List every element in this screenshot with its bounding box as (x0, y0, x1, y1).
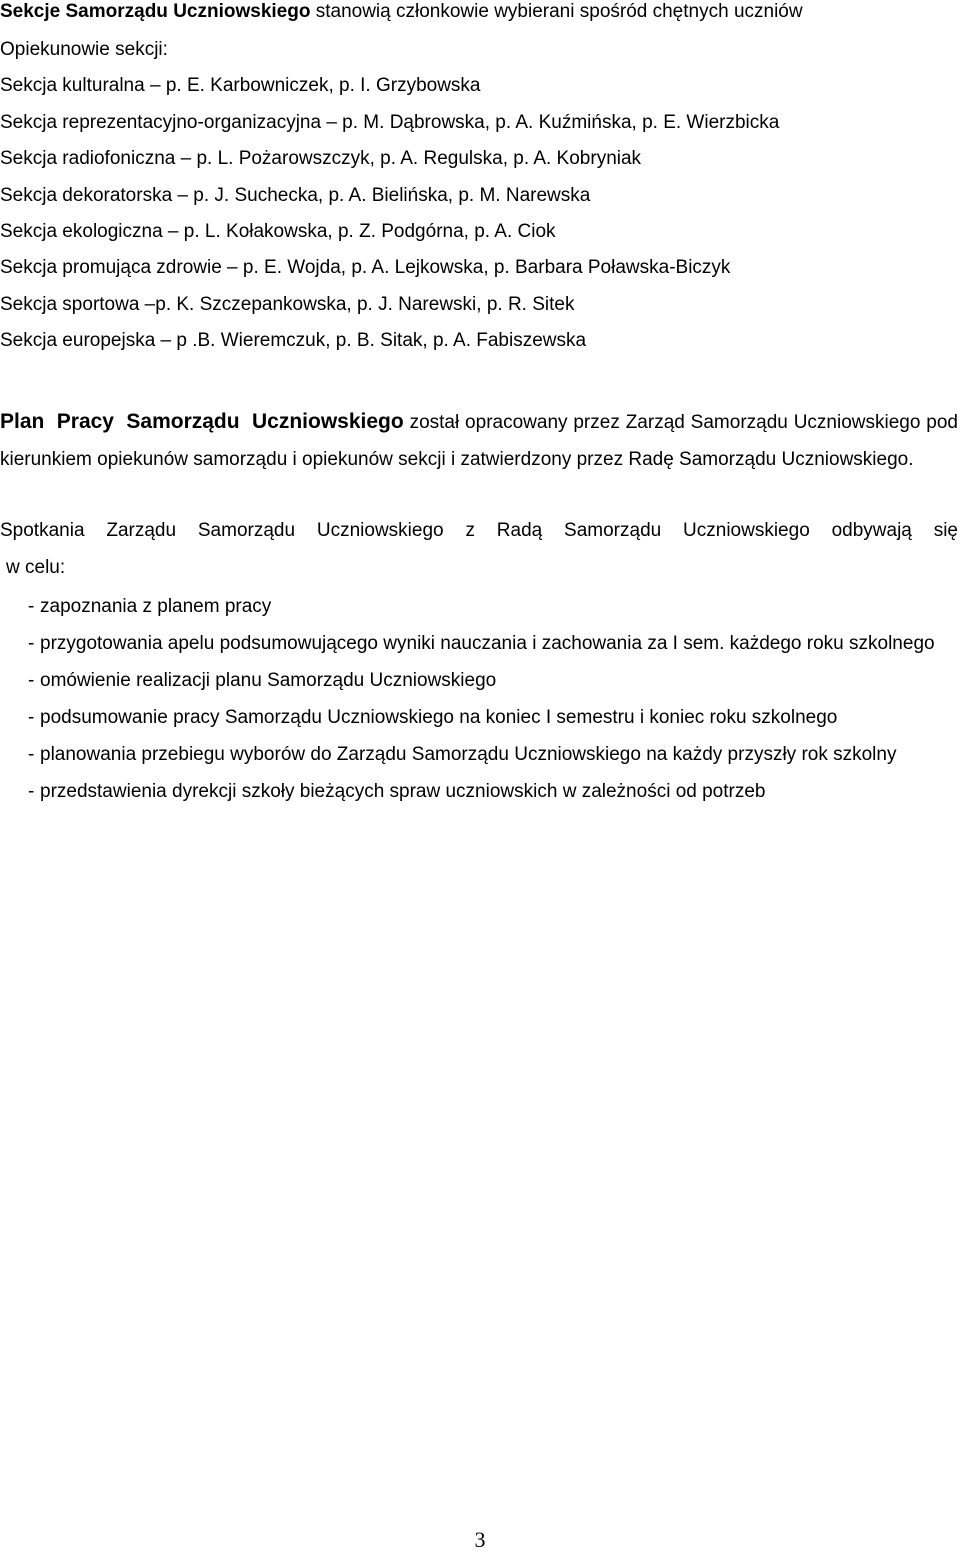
bullet-dash: - (28, 596, 35, 617)
intro-line (0, 0, 803, 24)
section-line: Sekcja europejska – p .B. Wieremczuk, p. B. Sitak, p. A. Fabiszewska (0, 330, 587, 351)
bullet-dash: - (28, 781, 35, 802)
plan-rest: został opracowany przez Zarząd Samorządu Uczniowskiego pod kierunkiem opiekunów samorządu i opiekunów sekcji i zatwierdzony przez Radę Samorządu Uczniowskiego. (0, 412, 958, 470)
section-line: Sekcja dekoratorska – p. J. Suchecka, p. A. Bielińska, p. M. Narewska (0, 185, 591, 206)
bullet-dash: - (28, 707, 35, 728)
list-item: - zapoznania z planem pracy (0, 588, 958, 625)
list-item: - omówienie realizacji planu Samorządu Uczniowskiego (0, 662, 958, 699)
section-line: Sekcja radiofoniczna – p. L. Pożarowszczyk, p. A. Regulska, p. A. Kobryniak (0, 148, 642, 169)
meetings-tail: w celu: (6, 557, 66, 578)
list-item: - planowania przebiegu wyborów do Zarządu Samorządu Uczniowskiego na każdy przyszły rok szkolny (0, 736, 958, 773)
list-item: - przedstawienia dyrekcji szkoły bieżących spraw uczniowskich w zależności od potrzeb (0, 773, 958, 810)
section-line: Sekcja promująca zdrowie – p. E. Wojda, p. A. Lejkowska, p. Barbara Poławska-Biczyk (0, 257, 731, 278)
purpose-list (0, 588, 958, 810)
intro-rest: stanowią członkowie wybierani spośród chętnych uczniów (310, 1, 803, 22)
list-item: - podsumowanie pracy Samorządu Uczniowskiego na koniec I semestru i koniec roku szkolnego (0, 699, 958, 736)
page-number: 3 (474, 1527, 486, 1552)
intro-lead: Sekcje Samorządu Uczniowskiego (0, 1, 311, 22)
list-item: - przygotowania apelu podsumowującego wyniki nauczania i zachowania za I sem. każdego roku szkolnego (0, 625, 958, 662)
plan-paragraph (0, 404, 958, 478)
bullet-dash: - (28, 670, 35, 691)
section-line: Sekcja ekologiczna – p. L. Kołakowska, p. Z. Podgórna, p. A. Ciok (0, 221, 556, 242)
section-line: Sekcja sportowa –p. K. Szczepankowska, p. J. Narewski, p. R. Sitek (0, 294, 575, 315)
guardians-heading: Opiekunowie sekcji: (0, 39, 168, 60)
section-line: Sekcja kulturalna – p. E. Karbowniczek, p. I. Grzybowska (0, 75, 481, 96)
meetings-line: Spotkania Zarządu Samorządu Uczniowskiego z Radą Samorządu Uczniowskiego odbywają się (0, 520, 958, 541)
bullet-dash: - (28, 744, 35, 765)
section-line: Sekcja reprezentacyjno-organizacyjna – p. M. Dąbrowska, p. A. Kuźmińska, p. E. Wierzbicka (0, 112, 780, 133)
bullet-dash: - (28, 633, 35, 654)
plan-lead: Plan Pracy Samorządu Uczniowskiego (0, 410, 404, 433)
